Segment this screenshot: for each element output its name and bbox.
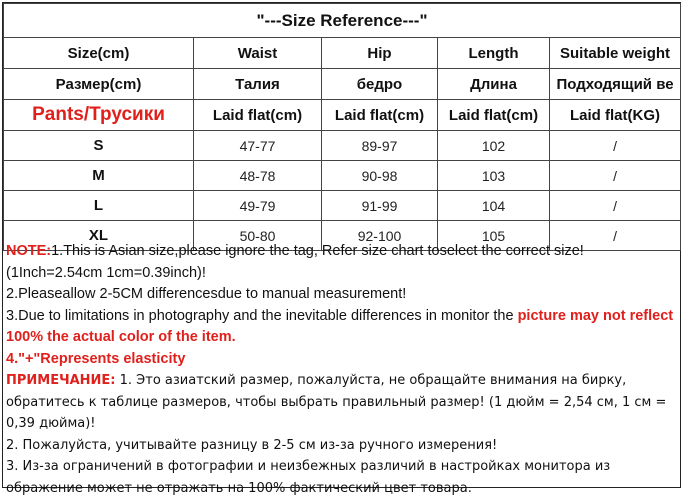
header-weight-ru: Подходящий ве: [550, 69, 681, 100]
row-weight: /: [550, 131, 681, 161]
row-length: 104: [438, 191, 550, 221]
table-row: [4, 131, 681, 161]
note-3-highlight: picture may not reflect 100% the actual color of the item.: [6, 307, 674, 345]
header-length: Length: [438, 38, 550, 69]
note-4: 4."+"Represents elasticity: [6, 350, 186, 367]
row-hip: 90-98: [322, 161, 438, 191]
header-size: Size(cm): [4, 38, 194, 69]
note-label: NOTE:: [6, 243, 52, 259]
size-table: [3, 3, 681, 251]
row-hip: 91-99: [322, 191, 438, 221]
row-length: 103: [438, 161, 550, 191]
header-hip-ru: бедро: [322, 69, 438, 100]
header-row-measure: [4, 100, 681, 131]
header-row-en: [4, 38, 681, 69]
row-waist: 48-78: [194, 161, 322, 191]
row-waist: 50-80: [194, 221, 322, 251]
row-hip: 89-97: [322, 131, 438, 161]
ru-note-1-text: 1. Это азиатский размер, пожалуйста, не обращайте внимания на бирку, обратитесь к таблице размеров, чтобы выбрать правильный размер! (1 дюйм = 2,54 см, 1 см = 0,39 дюйма)!: [6, 373, 667, 431]
measure-hip: Laid flat(cm): [322, 100, 438, 131]
row-waist: 47-77: [194, 131, 322, 161]
size-reference-sheet: [2, 2, 681, 496]
note-1: [6, 241, 678, 284]
note-3-text: 3.Due to limitations in photography and the inevitable differences in monitor the: [6, 307, 518, 324]
header-waist: Waist: [194, 38, 322, 69]
header-hip: Hip: [322, 38, 438, 69]
table-title-row: [4, 4, 681, 38]
row-size: S: [4, 131, 194, 161]
header-size-ru: Размер(cm): [4, 69, 194, 100]
row-size: M: [4, 161, 194, 191]
notes-block: [6, 241, 678, 499]
measure-waist: Laid flat(cm): [194, 100, 322, 131]
row-size: L: [4, 191, 194, 221]
row-weight: /: [550, 191, 681, 221]
row-length: 102: [438, 131, 550, 161]
header-length-ru: Длина: [438, 69, 550, 100]
pants-label: Pants/Трусики: [4, 100, 194, 131]
header-waist-ru: Талия: [194, 69, 322, 100]
table-title: "---Size Reference---": [4, 4, 681, 38]
header-row-ru: [4, 69, 681, 100]
measure-length: Laid flat(cm): [438, 100, 550, 131]
ru-note-1: [6, 370, 678, 435]
table-row: [4, 191, 681, 221]
row-length: 105: [438, 221, 550, 251]
note-2: 2.Pleaseallow 2-5CM differencesdue to manual measurement!: [6, 286, 407, 302]
row-weight: /: [550, 161, 681, 191]
note-3: [6, 306, 678, 349]
row-weight: /: [550, 221, 681, 251]
ru-note-label: ПРИМЕЧАНИЕ:: [6, 373, 116, 388]
row-waist: 49-79: [194, 191, 322, 221]
ru-note-3: 3. Из-за ограничений в фотографии и неизбежных различий в настройках монитора из ображение может не отражать на 100% фактический цвет товара.: [6, 459, 611, 496]
table-row: [4, 161, 681, 191]
header-weight: Suitable weight: [550, 38, 681, 69]
ru-note-2: 2. Пожалуйста, учитывайте разницу в 2-5 см из-за ручного измерения!: [6, 437, 498, 453]
measure-weight: Laid flat(KG): [550, 100, 681, 131]
note-1-text: 1.This is Asian size,please ignore the tag, Refer size chart toselect the correct size!(1Inch=2.54cm 1cm=0.39inch)!: [6, 243, 584, 281]
row-size: XL: [4, 221, 194, 251]
row-hip: 92-100: [322, 221, 438, 251]
